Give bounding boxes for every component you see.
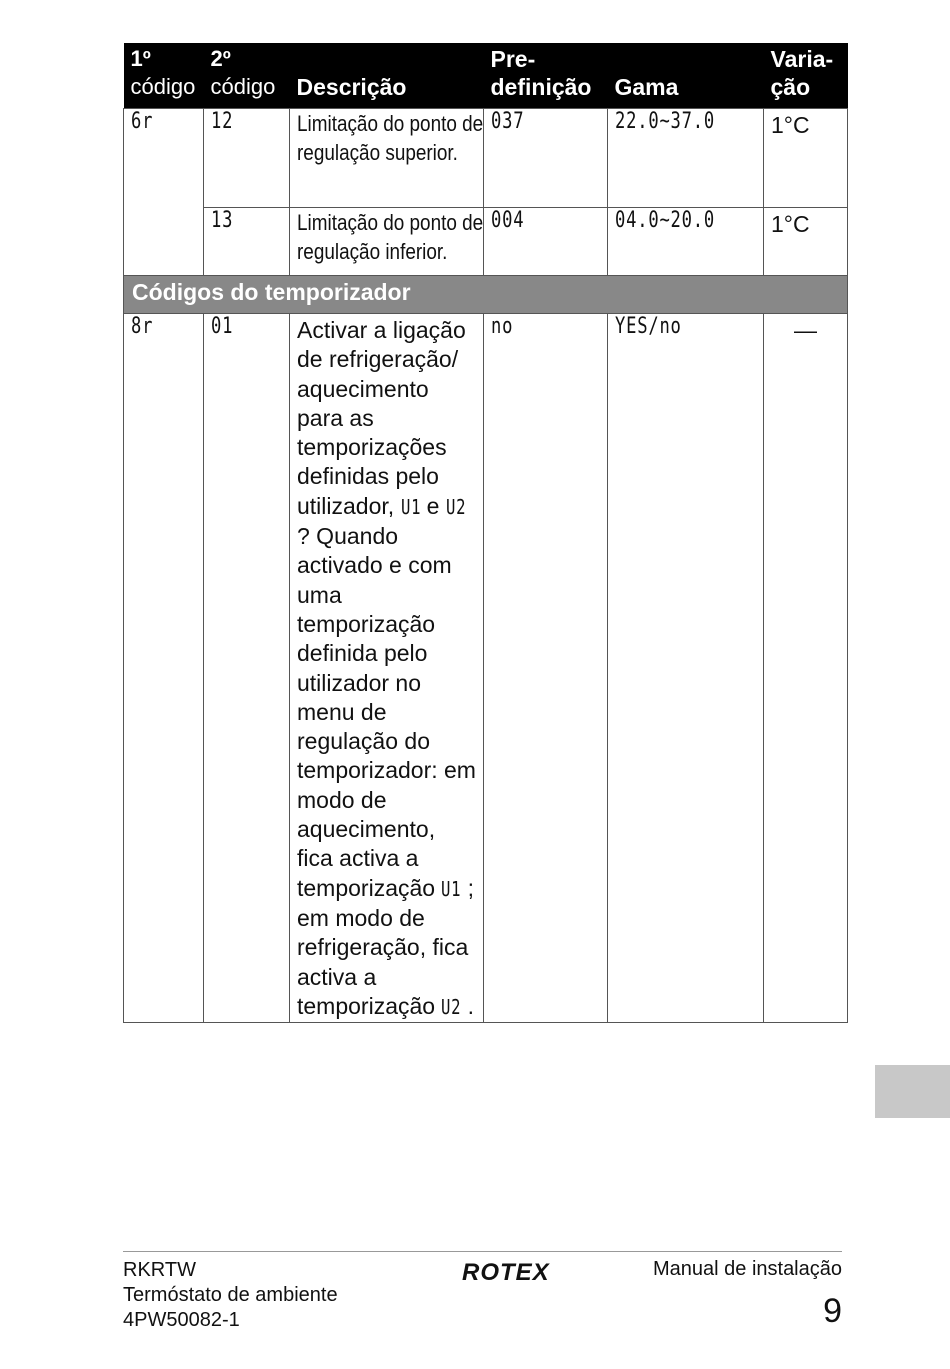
cell-code1: 6r [124, 109, 204, 276]
header-preset: Pre- definição [484, 43, 608, 109]
header-code1: 1º código [124, 43, 204, 109]
cell-preset: no [484, 314, 608, 1023]
page-tab-marker [875, 1065, 950, 1118]
header-code2: 2º código [204, 43, 290, 109]
cell-code2: 13 [204, 208, 290, 276]
product-name: Termóstato de ambiente [123, 1284, 338, 1306]
table-row [124, 208, 848, 276]
cell-description: Limitação do ponto de regulação superior. [290, 109, 484, 208]
cell-step: 1°C [764, 208, 848, 276]
page-number: 9 [823, 1292, 842, 1330]
timer-description: Activar a ligação de refrigeração/ aquecimento para as temporizações definidas pelo utilizador, U1 e U2? Quando activado e com uma temporização definida pelo utilizador no menu de regulação do temporizador: em modo de aquecimento, fica activa a temporização U1 ; em modo de refrigeração, fica activa a temporização U2 . [297, 317, 476, 1019]
cell-preset: 037 [484, 109, 608, 208]
cell-description [290, 314, 484, 1023]
section-row [124, 276, 848, 314]
cell-code2: 01 [204, 314, 290, 1023]
table-row [124, 314, 848, 1023]
header-step: Varia- ção [764, 43, 848, 109]
section-title: Códigos do temporizador [124, 276, 848, 314]
cell-step: — [764, 314, 848, 1023]
parameter-table [123, 43, 848, 1023]
cell-description: Limitação do ponto de regulação inferior. [290, 208, 484, 276]
cell-range: YES/no [608, 314, 764, 1023]
cell-range: 04.0~20.0 [608, 208, 764, 276]
footer-left [123, 1258, 338, 1333]
footer-rule [123, 1251, 842, 1252]
doc-code: 4PW50082-1 [123, 1309, 240, 1331]
cell-preset: 004 [484, 208, 608, 276]
manual-title: Manual de instalação [652, 1258, 842, 1280]
table-row [124, 109, 848, 208]
cell-step: 1°C [764, 109, 848, 208]
model-name: RKRTW [123, 1259, 196, 1281]
header-description: Descrição [290, 43, 484, 109]
table-header [124, 43, 848, 109]
header-range: Gama [608, 43, 764, 109]
cell-code2: 12 [204, 109, 290, 208]
cell-range: 22.0~37.0 [608, 109, 764, 208]
brand-logo: ROTEX [462, 1259, 550, 1286]
cell-code1: 8r [124, 314, 204, 1023]
